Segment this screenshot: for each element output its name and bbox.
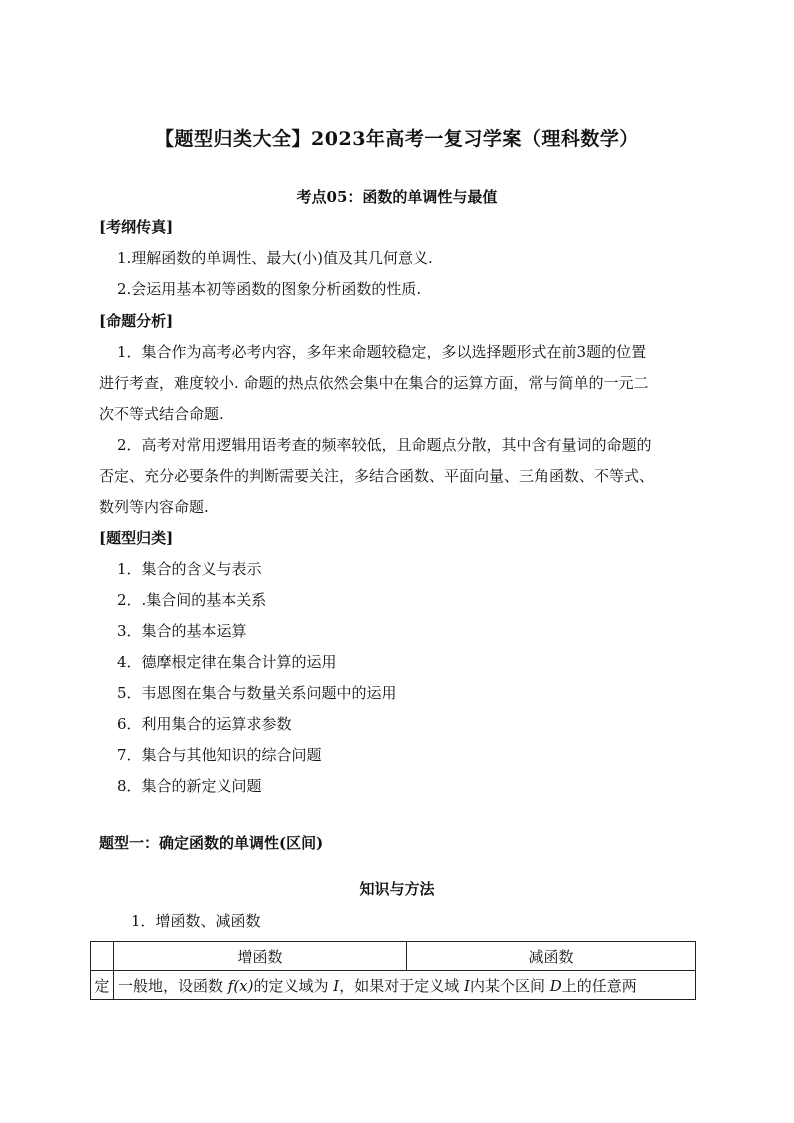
analysis-line: 次不等式结合命题. bbox=[99, 405, 224, 423]
category-item: 3．集合的基本运算 bbox=[117, 622, 247, 640]
definition-text: 一般地，设函数 bbox=[118, 976, 228, 995]
analysis-line: 1．集合作为高考必考内容，多年来命题较稳定，多以选择题形式在前3题的位置 bbox=[117, 343, 647, 361]
definition-text: 上的任意两 bbox=[561, 976, 637, 995]
table-header-cell bbox=[91, 942, 114, 971]
table-header-cell: 减函数 bbox=[407, 942, 696, 971]
category-item: 2．.集合间的基本关系 bbox=[117, 591, 267, 609]
analysis-line: 否定、充分必要条件的判断需要关注，多结合函数、平面向量、三角函数、不等式、 bbox=[99, 467, 655, 485]
math-fx: f(x) bbox=[227, 976, 254, 995]
category-item: 6．利用集合的运算求参数 bbox=[117, 715, 292, 733]
analysis-line: 数列等内容命题. bbox=[99, 498, 209, 516]
table-cell bbox=[114, 971, 696, 1000]
category-item: 8．集合的新定义问题 bbox=[117, 777, 262, 795]
knowledge-heading: 知识与方法 bbox=[359, 880, 435, 898]
category-item: 4．德摩根定律在集合计算的运用 bbox=[117, 653, 337, 671]
analysis-section bbox=[99, 306, 699, 523]
exam-outline-section bbox=[99, 212, 699, 305]
math-I: I bbox=[333, 976, 340, 995]
document-title: 【题型归类大全】2023年高考一复习学案（理科数学） bbox=[155, 128, 639, 150]
analysis-line: 进行考查，难度较小. 命题的热点依然会集中在集合的运算方面，常与简单的一元二 bbox=[99, 374, 649, 392]
exam-outline-heading: [考纲传真] bbox=[99, 218, 174, 236]
category-item: 7．集合与其他知识的综合问题 bbox=[117, 746, 322, 764]
category-item: 5．韦恩图在集合与数量关系问题中的运用 bbox=[117, 684, 397, 702]
definition-text: 内某个区间 bbox=[469, 976, 550, 995]
sub-item-increasing-decreasing: 1．增函数、减函数 bbox=[131, 912, 261, 930]
definition-text: 的定义域为 bbox=[253, 976, 334, 995]
section-one-title: 题型一：确定函数的单调性(区间) bbox=[99, 834, 324, 852]
analysis-line: 2．高考对常用逻辑用语考查的频率较低，且命题点分散，其中含有量词的命题的 bbox=[117, 436, 652, 454]
table-header-row bbox=[91, 942, 696, 971]
table-row bbox=[91, 971, 696, 1000]
math-D: D bbox=[549, 976, 562, 995]
function-monotonic-table bbox=[90, 941, 696, 1000]
table-header-cell: 增函数 bbox=[114, 942, 407, 971]
math-I: I bbox=[464, 976, 470, 995]
categories-heading: [题型归类] bbox=[99, 529, 174, 547]
analysis-heading: [命题分析] bbox=[99, 312, 174, 330]
exam-outline-item: 2.会运用基本初等函数的图象分析函数的性质. bbox=[117, 280, 422, 298]
category-item: 1．集合的含义与表示 bbox=[117, 560, 262, 578]
categories-section bbox=[99, 523, 699, 802]
exam-outline-item: 1.理解函数的单调性、最大(小)值及其几何意义. bbox=[117, 249, 433, 267]
table-cell: 定 bbox=[91, 971, 114, 1000]
definition-text: ，如果对于定义域 bbox=[339, 976, 464, 995]
topic-subtitle: 考点05：函数的单调性与最值 bbox=[296, 188, 498, 206]
